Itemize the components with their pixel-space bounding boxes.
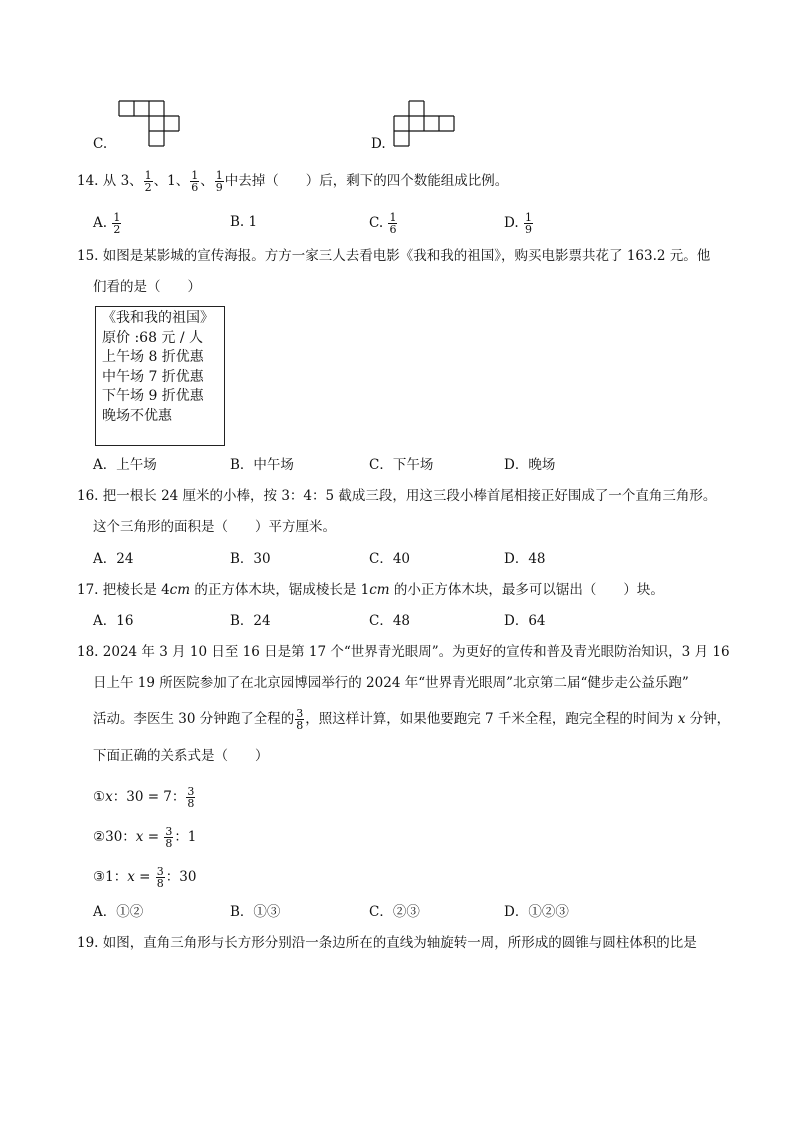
q17-option-c[interactable]: C．48 [369,613,411,629]
question-number: 17. [77,582,99,598]
question-18-line4: 下面正确的关系式是（ ） [93,748,269,764]
poster-line: 原价 :68 元 / 人 [102,329,204,346]
option-c-label: C. [93,136,108,152]
q16-option-a[interactable]: A．24 [93,551,134,567]
question-15: 15. 如图是某影城的宣传海报。方方一家三人去看电影《我和我的祖国》，购买电影票共花了 163.2 元。他 [77,248,711,264]
question-15-line2: 们看的是（ ） [93,279,201,295]
net-figure-d [388,96,468,148]
q14-option-b[interactable]: B. 1 [230,214,258,230]
question-18: 18. 2024 年 3 月 10 日至 16 日是第 17 个“世界青光眼周”。为更好的宣传和普及青光眼防治知识，3 月 16 [77,644,730,660]
question-number: 18. [77,644,99,660]
poster-line: 上午场 8 折优惠 [102,349,204,365]
poster-line: 晚场不优惠 [102,407,172,424]
q15-option-d[interactable]: D．晚场 [504,457,556,473]
q17-option-d[interactable]: D．64 [504,613,546,629]
question-19: 19. 如图，直角三角形与长方形分别沿一条边所在的直线为轴旋转一周，所形成的圆锥与圆柱体积的比是 [77,935,697,951]
fraction: $\frac{1}{2}$ [144,169,152,194]
q16-option-d[interactable]: D．48 [504,551,546,567]
poster-line: 《我和我的祖国》 [102,310,214,326]
q16-option-c[interactable]: C．40 [369,551,411,567]
fraction: $\frac{3}{8}$ [296,707,304,732]
question-14: 14. 从 3、 $\frac{1}{2}$ 、1、 $\frac{1}{6}$ 、 $\frac{1}{9}$ 中去掉（ ）后，剩下的四个数能组成比例。 [77,169,509,194]
q18-option-d[interactable]: D．①②③ [504,904,569,920]
relation-1: ①x：30 = 7： $\frac{3}{8}$ [93,785,195,810]
question-16: 16. 把一根长 24 厘米的小棒，按 3：4：5 截成三段，用这三段小棒首尾相接正好围成了一个直角三角形。 [77,488,717,504]
q17-option-a[interactable]: A．16 [93,613,134,629]
relation-3: ③1：x = $\frac{3}{8}$ ：30 [93,865,197,890]
q18-option-a[interactable]: A．①② [93,904,144,920]
question-number: 14. [77,173,99,189]
q15-option-a[interactable]: A．上午场 [93,457,157,473]
movie-poster [95,306,225,446]
q16-option-b[interactable]: B．30 [230,551,271,567]
poster-line: 中午场 7 折优惠 [102,368,204,385]
fraction: $\frac{1}{6}$ [191,169,199,194]
poster-line: 下午场 9 折优惠 [102,388,204,404]
q18-option-c[interactable]: C．②③ [369,904,420,920]
q17-option-b[interactable]: B．24 [230,613,271,629]
net-figure-c [110,96,190,148]
question-number: 15. [77,248,99,264]
question-number: 16. [77,488,99,504]
question-16-line2: 这个三角形的面积是（ ）平方厘米。 [93,519,336,535]
q15-option-b[interactable]: B．中午场 [230,457,294,473]
fraction: $\frac{1}{9}$ [215,169,223,194]
q18-option-b[interactable]: B．①③ [230,904,281,920]
question-number: 19. [77,935,99,951]
q14-option-c[interactable]: C. $\frac{1}{6}$ [369,211,397,236]
q14-option-a[interactable]: A. $\frac{1}{2}$ [93,211,121,236]
question-18-line3: 活动。李医生 30 分钟跑了全程的 $\frac{3}{8}$ ，照这样计算，如果他要跑完 7 千米全程，跑完全程的时间为 x 分钟， [93,707,731,732]
question-18-line2: 日上午 19 所医院参加了在北京园博园举行的 2024 年“世界青光眼周”北京第二届“健步走公益乐跑” [93,675,689,691]
q14-option-d[interactable]: D. $\frac{1}{9}$ [504,211,532,236]
q15-option-c[interactable]: C．下午场 [369,457,434,473]
relation-2: ②30：x = $\frac{3}{8}$ ：1 [93,825,197,850]
option-d-label: D. [371,136,386,152]
question-17: 17. 把棱长是 4cm 的正方体木块，锯成棱长是 1cm 的小正方体木块，最多可以锯出（ ）块。 [77,582,664,598]
